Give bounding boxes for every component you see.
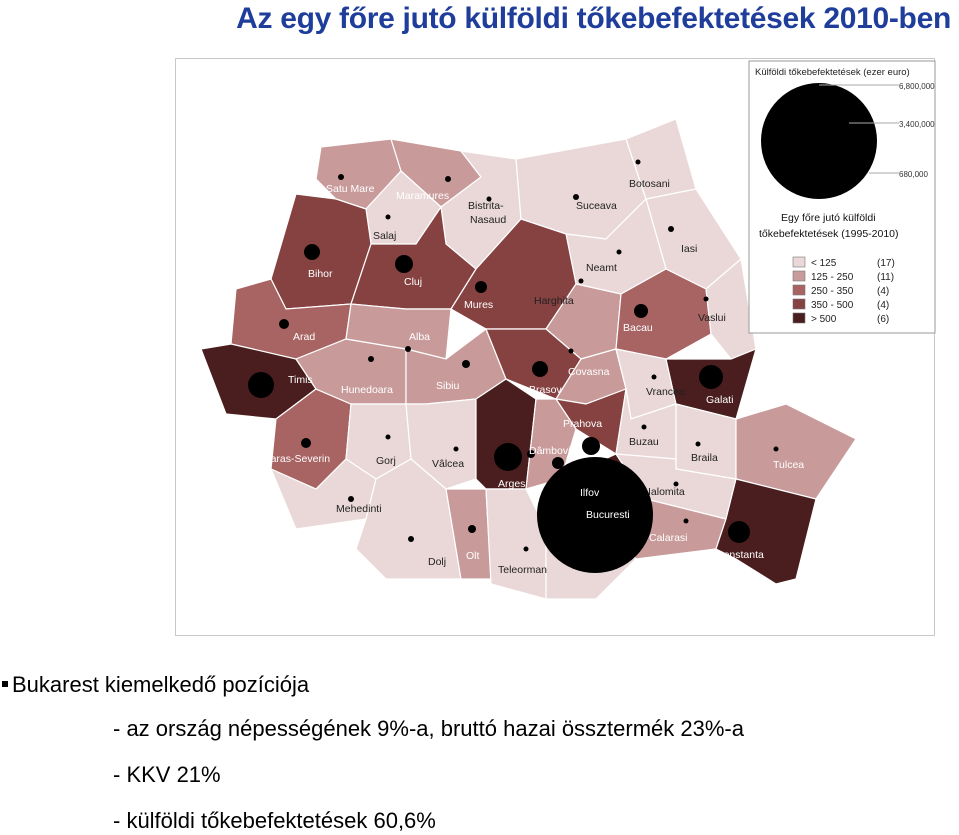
choropleth-title-2: tőkebefektetések (1995-2010) — [759, 228, 899, 240]
label-caras: Caras-Severin — [263, 453, 331, 465]
legend-class-label: > 500 — [811, 314, 837, 325]
legend-class-swatch — [793, 299, 805, 309]
label-salaj: Salaj — [373, 230, 397, 242]
label-mures: Mures — [464, 299, 494, 311]
legend-class-count: (6) — [877, 314, 890, 325]
bullet-sub-2: - KKV 21% — [113, 762, 221, 787]
legend-class-swatch — [793, 257, 805, 267]
bubble-mehedinti — [348, 496, 354, 502]
bullet-square-icon — [2, 681, 8, 687]
label-bucuresti: Bucuresti — [586, 509, 630, 521]
label-valcea: Vâlcea — [432, 458, 465, 470]
label-suceava: Suceava — [576, 200, 617, 212]
bubble-alba — [405, 346, 411, 352]
map-frame — [175, 58, 935, 636]
label-brasov: Brasov — [529, 384, 562, 396]
label-buzau: Buzau — [629, 436, 659, 448]
legend-bubble-large — [761, 83, 877, 199]
legend-class-swatch — [793, 271, 805, 281]
legend-class-count: (4) — [877, 300, 890, 311]
legend-class-label: 125 - 250 — [811, 272, 854, 283]
bullet-main — [0, 672, 959, 698]
label-hunedoara: Hunedoara — [341, 384, 393, 396]
bubble-constanta — [728, 521, 750, 543]
bullet-main-text: Bukarest kiemelkedő pozíciója — [12, 672, 310, 697]
choropleth-title-1: Egy főre jutó külföldi — [781, 212, 876, 224]
legend-class-count: (11) — [877, 272, 895, 283]
label-bistrita: Bistrita- — [468, 200, 504, 212]
bubble-caras — [301, 438, 311, 448]
bubble-covasna — [569, 349, 574, 354]
label-timis: Timis — [288, 374, 313, 386]
bubble-vaslui — [704, 297, 709, 302]
bubble-legend-title: Külföldi tőkebefektetések (ezer euro) — [755, 67, 910, 78]
label-neamt: Neamt — [586, 262, 617, 274]
bubble-buzau — [642, 425, 647, 430]
label-ialomita: Ialomita — [648, 486, 685, 498]
label-ilfov: Ilfov — [580, 487, 600, 499]
label-olt: Olt — [466, 550, 480, 562]
label-dambovita: Dâmbovita — [529, 445, 580, 457]
legend-class-label: < 125 — [811, 258, 837, 269]
bubble-maramures — [445, 176, 451, 182]
label-maramures: Maramures — [396, 190, 450, 202]
label-covasna: Covasna — [568, 366, 610, 378]
bubble-olt — [468, 525, 476, 533]
label-prahova: Prahova — [563, 418, 603, 430]
bubble-arad — [279, 319, 289, 329]
bubble-bihor — [304, 244, 320, 260]
bubble-dolj — [408, 536, 414, 542]
label-dolj: Dolj — [428, 556, 447, 568]
label-mehedinti: Mehedinti — [336, 503, 382, 515]
legend-class-label: 250 - 350 — [811, 286, 854, 297]
label-satu-mare: Satu Mare — [326, 183, 375, 195]
map-legend — [749, 61, 935, 333]
label-galati: Galati — [706, 394, 734, 406]
legend-value-1: 6,800,000 — [899, 82, 935, 91]
bubble-botosani — [636, 160, 641, 165]
legend-class-count: (4) — [877, 286, 890, 297]
bubble-harghita — [579, 279, 584, 284]
bubble-mures — [475, 281, 487, 293]
county-teleorman — [486, 489, 546, 599]
bubble-hunedoara — [368, 356, 374, 362]
bubble-cluj — [395, 255, 413, 273]
label-teleorman: Teleorman — [498, 564, 548, 576]
bubble-arges — [494, 443, 522, 471]
label-bacau: Bacau — [623, 322, 653, 334]
bubble-galati — [699, 365, 723, 389]
bubble-tulcea — [774, 447, 779, 452]
bubble-valcea — [454, 447, 459, 452]
label-harghita: Harghita — [534, 295, 574, 307]
bubble-timis — [248, 372, 274, 398]
romania-map — [176, 59, 936, 637]
label-gorj: Gorj — [376, 455, 396, 467]
label-nasaud: Nasaud — [470, 214, 507, 226]
label-alba: Alba — [409, 331, 431, 343]
label-botosani: Botosani — [629, 178, 670, 190]
label-braila: Braila — [691, 452, 718, 464]
label-iasi: Iasi — [681, 243, 698, 255]
legend-class-swatch — [793, 285, 805, 295]
bubble-salaj — [386, 215, 391, 220]
label-constanta: Constanta — [716, 549, 764, 561]
label-sibiu: Sibiu — [436, 380, 460, 392]
label-vaslui: Vaslui — [698, 312, 726, 324]
county-arges — [476, 379, 536, 489]
bubble-prahova — [582, 437, 600, 455]
bubble-braila — [696, 442, 701, 447]
bullet-sub-1: - az ország népességének 9%-a, bruttó hazai össztermék 23%-a — [113, 716, 744, 741]
bullet-sub-3: - külföldi tőkebefektetések 60,6% — [113, 808, 436, 833]
bubble-neamt — [617, 250, 622, 255]
slide-title: Az egy főre jutó külföldi tőkebefektetések 2010-ben — [236, 2, 951, 35]
label-cluj: Cluj — [404, 276, 423, 288]
bubble-satu-mare — [338, 174, 344, 180]
legend-class-swatch — [793, 313, 805, 323]
label-arges: Arges — [498, 478, 526, 490]
bubble-gorj — [386, 435, 391, 440]
label-tulcea: Tulcea — [773, 459, 805, 471]
legend-class-label: 350 - 500 — [811, 300, 854, 311]
bubble-brasov — [532, 361, 548, 377]
label-vrancea: Vrancea — [646, 386, 685, 398]
legend-class-count: (17) — [877, 258, 895, 269]
bubble-ilfov-small — [552, 457, 564, 469]
bubble-calarasi — [684, 519, 689, 524]
legend-value-2: 3,400,000 — [899, 120, 935, 129]
label-arad: Arad — [293, 331, 316, 343]
bubble-bacau — [634, 304, 648, 318]
bubble-vrancea — [652, 375, 657, 380]
legend-value-3: 680,000 — [899, 170, 928, 179]
bubble-iasi — [668, 226, 674, 232]
label-bihor: Bihor — [308, 268, 333, 280]
bubble-teleorman — [524, 547, 529, 552]
bubble-sibiu — [462, 360, 470, 368]
label-calarasi: Calarasi — [649, 532, 688, 544]
